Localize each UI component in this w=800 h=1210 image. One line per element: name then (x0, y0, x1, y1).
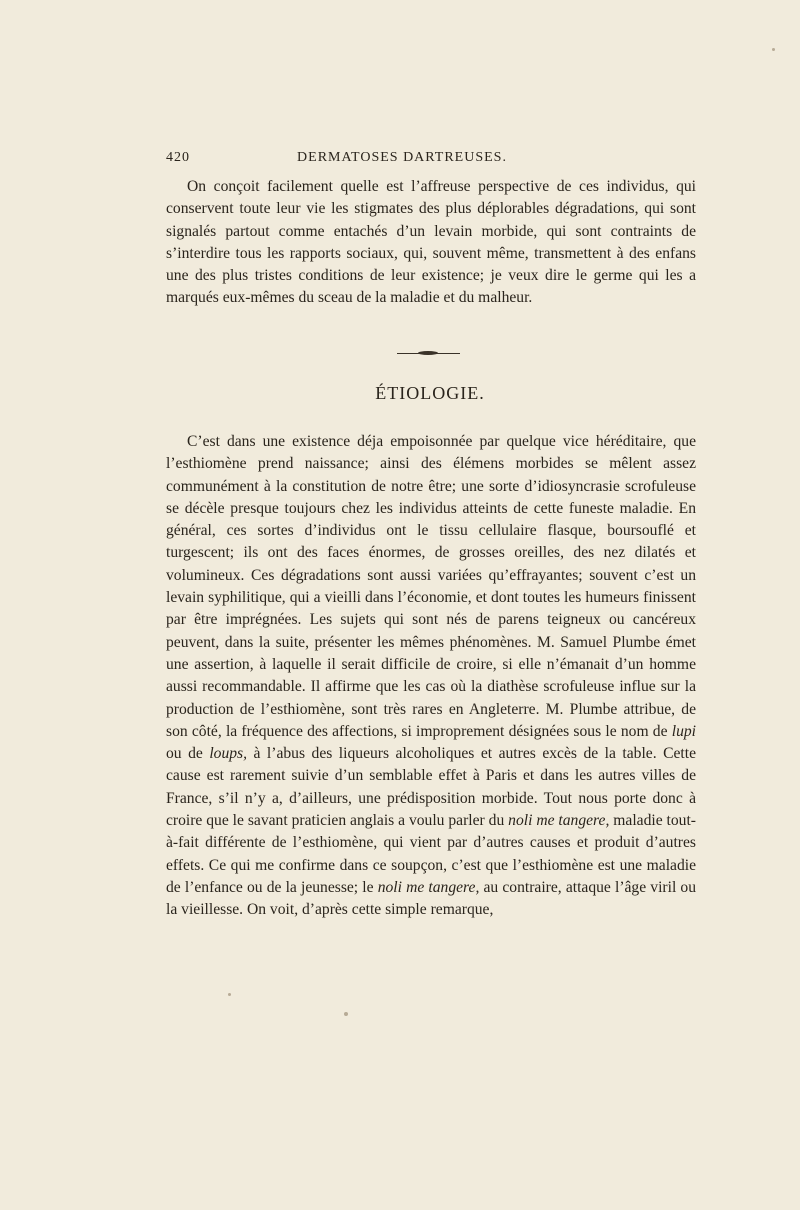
italic-term: lupi (671, 722, 696, 740)
paper-speck (228, 993, 231, 996)
page-number: 420 (166, 150, 190, 165)
paragraph-etiology (166, 431, 696, 922)
paragraph-intro: On conçoit facilement quelle est l’affreuse perspective de ces individus, qui conservent toute leur vie les stigmates des plus déplorables dégradations, qui sont signalés partout comme entachés d’un levain morbide, qui sont contraints de s’interdire tous les rapports sociaux, qui, souvent même, transmettent à des enfans une des plus tristes conditions de leur existence; je veux dire le germe qui les a marqués eux-mêmes du sceau de la maladie et du malheur. (166, 178, 696, 307)
text-run: maladie tout-à-fait différente de l’esthiomène, qui vient par d’autres causes et produit d’autres effets. Ce qui me confirme dans ce soupçon, c’est que l’esthiomène est une maladie de l’enfance ou de la jeunesse; le (166, 812, 696, 896)
running-title: DERMATOSES DARTREUSES. (297, 150, 507, 165)
text-run: ou de (166, 745, 210, 763)
divider-ornament (418, 351, 438, 355)
text-run: au contraire, attaque l’âge viril ou la vieillesse. On voit, d’après cette simple remarque, (166, 878, 697, 919)
paper-speck (344, 1012, 348, 1016)
section-title: ÉTIOLOGIE. (375, 383, 485, 403)
italic-term: noli me tangere, (508, 812, 610, 830)
text-run: C’est dans une existence déja empoisonnée par quelque vice héréditaire, que l’esthiomène prend naissance; ainsi des élémens morbides se mêlent assez communément à la constitution de notre être; une sorte d’idiosyncrasie scrofuleuse se décèle presque toujours chez les individus atteints de cette funeste maladie. En général, ces sortes d’individus ont le tissu cellulaire flasque, boursouflé et turgescent; ils ont des faces énormes, de grosses oreilles, des nez dilatés et volumineux. Ces dégradations sont aussi variées qu’effrayantes; souvent c’est un levain syphilitique, qui a vieilli dans l’économie, et dont toutes les humeurs finissent par être imprégnées. Les sujets qui sont nés de parens teigneux ou cancéreux peuvent, dans la suite, présenter les mêmes phénomènes. M. Samuel Plumbe émet une assertion, à laquelle il serait difficile de croire, si elle n’émanait d’un homme aussi recommandable. Il affirme que les cas où la diathèse scrofuleuse influe sur la production de l’esthiomène, sont très rares en Angleterre. M. Plumbe attribue, de son côté, la fréquence des affections, si improprement désignées sous le nom de (166, 433, 696, 740)
italic-term: noli me tangere, (377, 878, 480, 896)
italic-term: loups, (209, 745, 248, 763)
paper-speck (772, 48, 775, 51)
text-run: à l’abus des liqueurs alcoholiques et autres excès de la table. Cette cause est rarement suivie d’un semblable effet à Paris et dans les autres villes de France, s’il n’y a, d’ailleurs, une prédisposition morbide. Tout nous porte donc à croire que le savant praticien anglais a voulu parler du (166, 745, 697, 830)
